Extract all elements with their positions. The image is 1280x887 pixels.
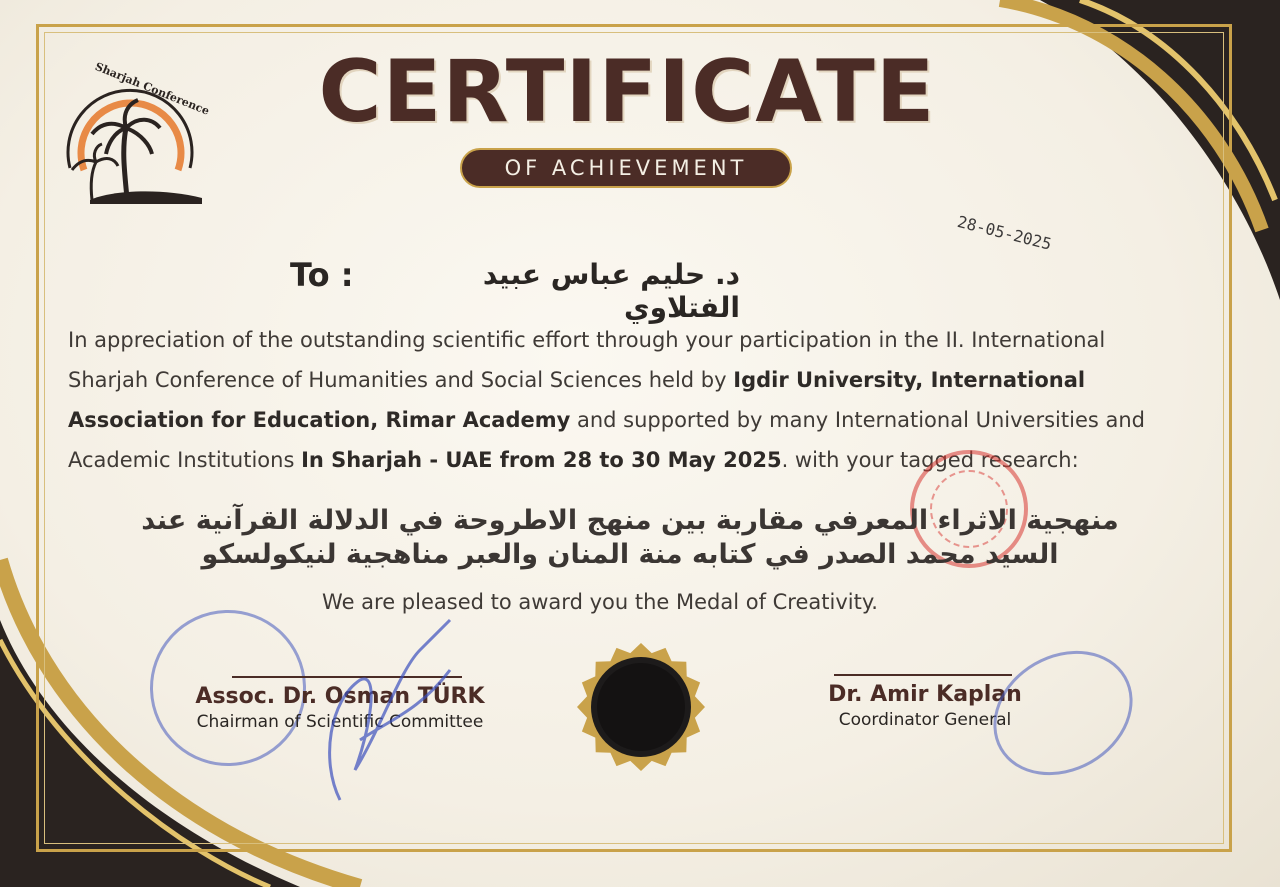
medal-seal bbox=[574, 640, 708, 774]
logo-caption: Sharjah Conference bbox=[93, 60, 212, 118]
research-title bbox=[140, 504, 1120, 572]
award-statement: We are pleased to award you the Medal of Creativity. bbox=[322, 590, 878, 614]
signatory-right-role: Coordinator General bbox=[838, 710, 1012, 730]
appreciation-line-4: Academic Institutions In Sharjah - UAE from 28 to 30 May 2025. with your tagged research: bbox=[68, 448, 1079, 472]
appreciation-line-3: Association for Education, Rimar Academy and supported by many International Universities and bbox=[68, 408, 1145, 432]
signatory-left-role: Chairman of Scientific Committee bbox=[196, 712, 484, 732]
certificate-title: CERTIFICATE bbox=[318, 42, 936, 142]
appreciation-line-2: Sharjah Conference of Humanities and Social Sciences held by Igdir University, International bbox=[68, 368, 1086, 392]
appreciation-line-1: In appreciation of the outstanding scientific effort through your participation in the II. International bbox=[68, 328, 1106, 352]
to-label: To : bbox=[290, 256, 354, 294]
signature-scribble-left bbox=[300, 610, 470, 820]
signatory-right-name: Dr. Amir Kaplan bbox=[828, 682, 1022, 707]
research-title-line-1: منهجية الاثراء المعرفي مقاربة بين منهج الاطروحة في الدلالة القرآنية عند bbox=[141, 505, 1119, 536]
date-stamp: 28-05-2025 bbox=[955, 212, 1054, 254]
signatory-left-name: Assoc. Dr. Osman TÜRK bbox=[195, 684, 485, 709]
recipient-name: د. حليم عباس عبيد الفتلاوي bbox=[482, 258, 740, 324]
signature-line-right bbox=[834, 674, 1012, 676]
certificate-subtitle: OF ACHIEVEMENT bbox=[504, 156, 748, 180]
research-title-line-2: السيد محمد الصدر في كتابه منة المنان والعبر مناهجية لنيكولسكو bbox=[201, 539, 1059, 570]
